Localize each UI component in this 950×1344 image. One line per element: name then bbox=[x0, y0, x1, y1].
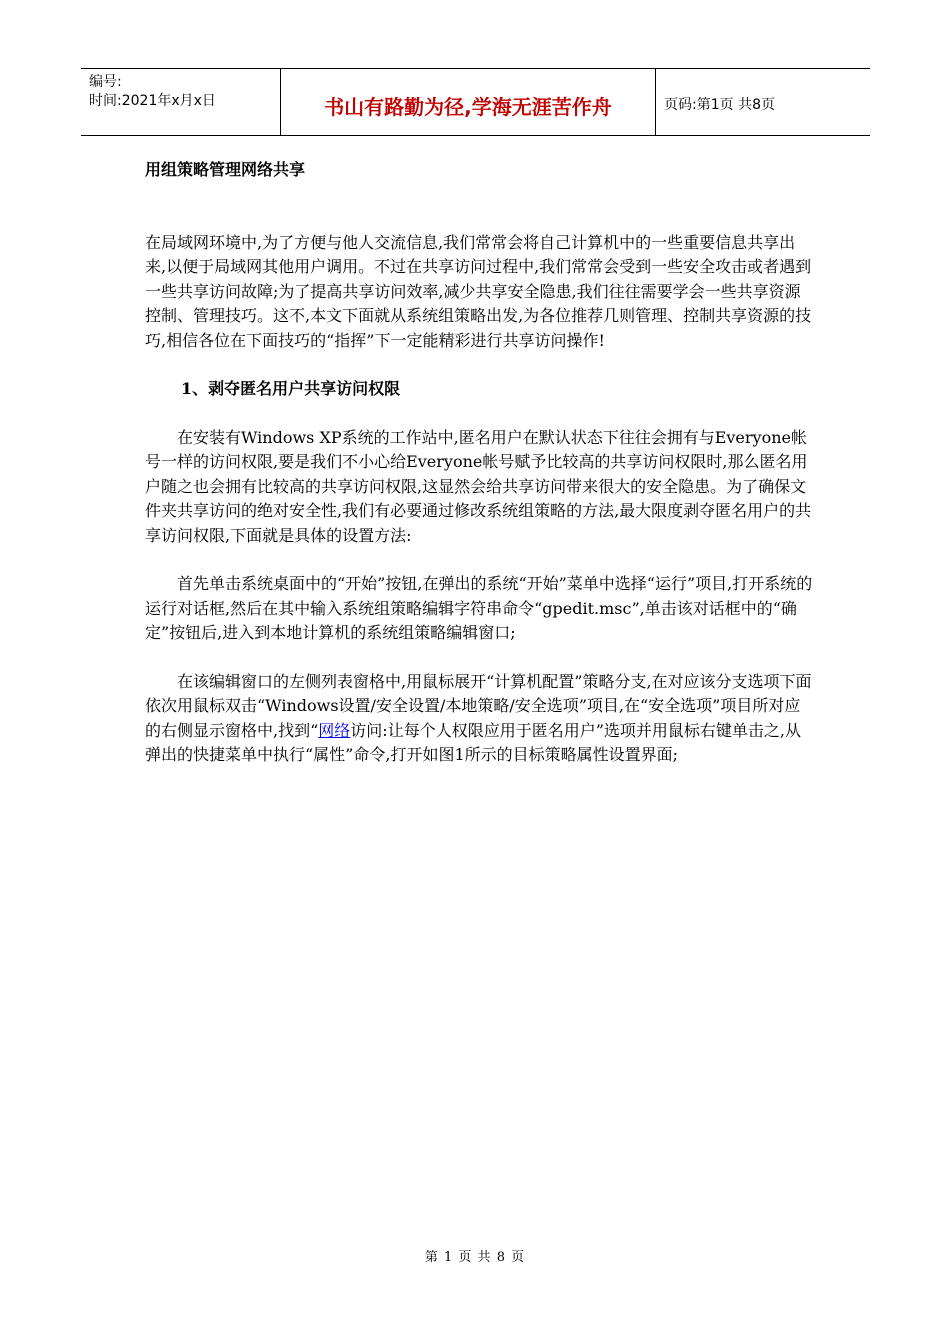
page-header bbox=[81, 68, 870, 136]
header-meta bbox=[81, 69, 281, 135]
section-heading: 1、剥夺匿名用户共享访问权限 bbox=[181, 379, 401, 398]
page-footer: 第 1 页 共 8 页 bbox=[424, 1250, 526, 1265]
number-label: 编号: bbox=[89, 74, 122, 90]
header-motto: 书山有路勤为径,学海无涯苦作舟 bbox=[281, 69, 656, 135]
document-title: 用组策略管理网络共享 bbox=[145, 160, 306, 179]
paragraph-3-part-1: 在该编辑窗口的左侧列表窗格中,用鼠标展开“计算机配置”策略分支,在对应该分支选项下面依次用鼠标双击“Windows设置/安全设置/本地策略/安全选项”项目,在“安全选项”项目所对应的右侧显示窗格中,找到“ bbox=[145, 671, 812, 740]
paragraph-2: 首先单击系统桌面中的“开始”按钮,在弹出的系统“开始”菜单中选择“运行”项目,打开系统的运行对话框,然后在其中输入系统组策略编辑字符串命令“gpedit.msc”,单击该对话框中的“确定”按钮后,进入到本地计算机的系统组策略编辑窗口; bbox=[145, 574, 813, 642]
time-label: 时间:2021年x月x日 bbox=[89, 93, 216, 109]
document-body bbox=[145, 158, 815, 792]
paragraph-3-part-2: 访问:让每个人权限应用于匿名用户”选项并用鼠标右键单击之,从弹出的快捷菜单中执行“属性”命令,打开如图1所示的目标策略属性设置界面; bbox=[145, 720, 801, 764]
intro-paragraph: 在局域网环境中,为了方便与他人交流信息,我们常常会将自己计算机中的一些重要信息共享出来,以便于局域网其他用户调用。不过在共享访问过程中,我们常常会受到一些安全攻击或者遇到一些共享访问故障;为了提高共享访问效率,减少共享安全隐患,我们往往需要学会一些共享资源控制、管理技巧。这不,本文下面就从系统组策略出发,为各位推荐几则管理、控制共享资源的技巧,相信各位在下面技巧的“指挥”下一定能精彩进行共享访问操作! bbox=[145, 232, 812, 350]
paragraph-1: 在安装有Windows XP系统的工作站中,匿名用户在默认状态下往往会拥有与Everyone帐号一样的访问权限,要是我们不小心给Everyone帐号赋予比较高的共享访问权限时,那么匿名用户随之也会拥有比较高的共享访问权限,这显然会给共享访问带来很大的安全隐患。为了确保文件夹共享访问的绝对安全性,我们有必要通过修改系统组策略的方法,最大限度剥夺匿名用户的共享访问权限,下面就是具体的设置方法: bbox=[145, 427, 812, 545]
paragraph-3 bbox=[145, 670, 815, 768]
network-link[interactable]: 网络 bbox=[318, 720, 351, 740]
header-page-info: 页码:第1页 共8页 bbox=[664, 97, 775, 113]
